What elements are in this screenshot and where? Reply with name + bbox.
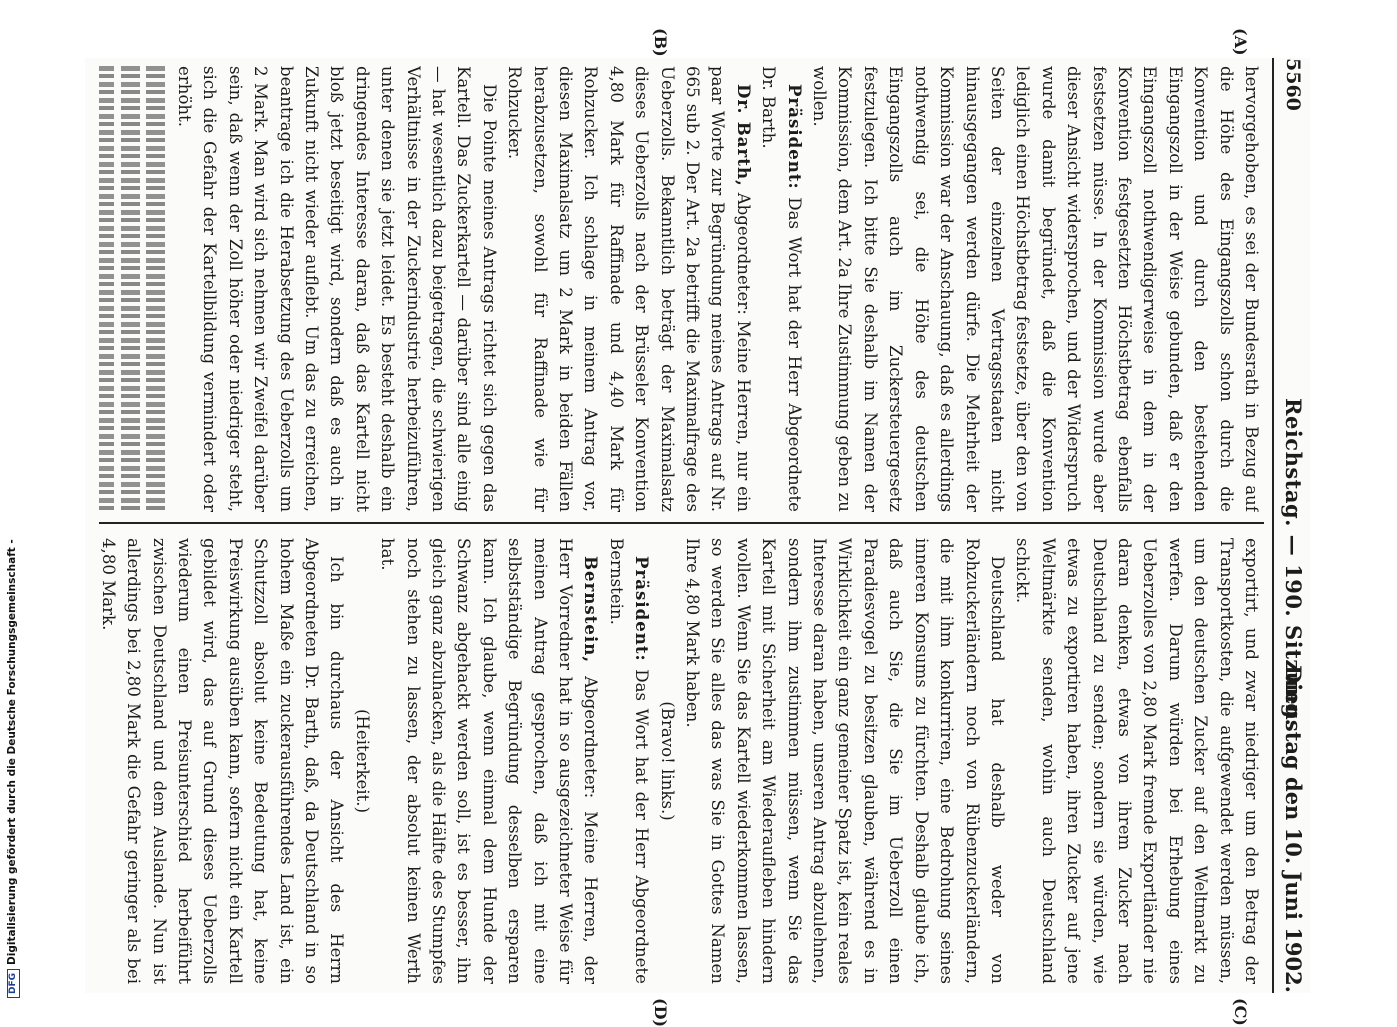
speaker-name: Präsident: [784,84,805,190]
margin-marker-d: (D) [651,998,670,1027]
speech-text: Abgeordneter: Meine Herren, der Herr Vorredner hat in so ausgezeichneter Weise für meinen Antrag gesprochen, daß ich mit eine selbstständige Begründung desselben ersparen kann. Ich glaube, wenn einmal dem Hunde der Schwanz abgehackt werden soll, ist es besser, ihn gleich ganz abzuhacken, als die Hälfte des Stumpfes noch stehen zu lassen, der absolut keinen Werth hat. [378,538,601,984]
speaker-name: Bernstein, [581,556,602,664]
dfg-logo: DFG [7,969,20,998]
illegible-text-line [146,66,165,512]
speech-paragraph [603,538,654,984]
paragraph: Deutschland hat deshalb weder von Rohzuckerländern noch von Rübenzuckerländern, die mit ihm konkurriren, eine Bedrohung seines inneren Konsums zu fürchten. Deshalb glaube ich, daß auch Sie, die Sie im Ueberzoll einen Paradiesvogel zu besitzen glauben, während es in Wirklichkeit ein ganz gemeiner Spatz ist, kein reales Interesse daran haben, unseren Antrag abzulehnen, sondern ihm zustimmen müssen, wenn Sie das Kartell mit Sicherheit am Wiederaufleben hindern wollen. Wenn Sie das Kartell wiederkommen lassen, so werden Sie alles das was Sie in Gottes Namen Ihre 4,80 Mark haben. [683,538,1007,984]
paragraph: Die Pointe meines Antrags richtet sich gegen das Kartell. Das Zuckerkartell — darüber sind alle einig — hat wesentlich dazu beigetragen, die schwierigen Verhältnisse in der Zuckerindustrie herbeizuführen, unter denen sie jetzt leidet. Es besteht deshalb ein dringendes Interesse daran, daß das Kartell nicht bloß jetzt beseitigt wird, sondern daß es auch in Zukunft nicht wieder auflebt. Um das zu erreichen, beantrage ich die Herabsetzung des Ueberzolls um 2 Mark. Man wird sich nehmen wir Zweifel darüber sein, daß wenn der Zoll höher oder niedriger steht, sich die Gefahr der Kartellbildung vermindert oder erhöht. [174,66,499,512]
speech-paragraph [756,66,807,512]
paragraph: exportirt, und zwar niedriger um den Betrag der Transportkosten, die aufgewendet werden müssen, um den deutschen Zucker auf den Weltmarkt zu werfen. Darum würden bei Erhebung eines Ueberzolles von 2,80 Mark fremde Exportländer nie daran denken, etwas von ihrem Zucker nach Deutschland zu senden; sondern sie würden, wie etwas zu exportiren haben, ihren Zucker auf jene Weltmärkte senden, wohin auch Deutschland schickt. [1013,538,1261,984]
illegible-text-line [121,66,140,512]
margin-marker-b: (B) [651,28,670,57]
margin-marker-c: (C) [1231,998,1250,1026]
header-rule [1272,58,1274,993]
session-date: Dienstag den 10. Juni 1902. [1281,665,1306,993]
paragraph: Ich bin durchaus der Ansicht des Herrn Abgeordneten Dr. Barth, daß, da Deutschland in so hohem Maße ein zuckerausführendes Land ist, ein Schutzzoll absolut keine Bedeutung hat, keine Preiswirkung ausüben kann, sofern nicht ein Kartell gebildet wird, das auf Grund dieses Ueberzolls wiederum einen Preisunterschied herbeiführt zwischen Deutschland und dem Auslande. Nun ist allerdings bei 2,80 Mark die Gefahr geringer als bei 4,80 Mark. [99,538,347,984]
column-divider [99,522,1264,524]
page-header [1270,58,1310,993]
speech-paragraph [375,538,604,984]
speaker-name: Präsident: [632,556,653,662]
speech-text: Abgeordneter: Meine Herren, nur ein paar Worte zur Begründung meines Antrags auf Nr. 665 sub 2. Der Art. 2a betrifft die Maximalfrage des Ueberzolls. Bekanntlich beträgt der Maximalsatz dieses Ueberzolls nach der Brüsseler Konvention 4,80 Mark für Raffinade und 4,40 Mark für Rohzucker. Ich schlage in meinem Antrag vor, diesen Maximalsatz um 2 Mark in beiden Fällen herabzusetzen, sowohl für Raffinade wie für Rohzucker. [505,66,753,512]
speech-text: Das Wort hat der Herr Abgeordnete Bernstein. [606,538,652,984]
stage-direction: (Bravo! links.) [657,701,677,821]
stage-direction: (Heiterkeit.) [352,708,372,814]
speech-paragraph [502,66,756,512]
speaker-name: Dr. Barth, [733,84,754,187]
speech-text: Das Wort hat der Herr Abgeordnete Dr. Barth. [759,66,804,512]
document-page [85,28,1310,1027]
paragraph: hervorgehoben, es sei der Bundesrath in Bezug auf die Höhe des Eingangszolls schon durch die Konvention und durch den bestehenden Eingangszoll in der Weise gebunden, daß er den Eingangszoll nothwendigerweise in dem in der Konvention festgesetzten Höchstbetrag ebenfalls festsetzen müsse. In der Kommission wurde aber dieser Ansicht widersprochen, und der Widerspruch wurde damit begründet, daß die Konvention lediglich einen Höchstbetrag festsetze, über den von Seiten der einzelnen Vertragsstaaten nicht hinausgegangen werden dürfe. Die Mehrheit der Kommission war der Anschauung, daß es allerdings nothwendig sei, die Höhe des deutschen Eingangszolls auch im Zuckersteuergesetz festzulegen. Ich bitte Sie deshalb im Namen der Kommission, dem Art. 2a Ihre Zustimmung geben zu wollen. [810,66,1261,512]
left-column [99,66,1264,512]
margin-marker-a: (A) [1231,28,1250,56]
digitization-credit [6,398,20,998]
illegible-text-line [99,66,114,512]
page-number: 5560 [1282,58,1304,111]
credit-text: Digitalisierung gefördert durch die Deutsche Forschungsgemeinschaft - [6,539,18,965]
right-column [99,538,1264,984]
running-title: Reichstag. — 190. Sitzung. [1281,398,1306,727]
